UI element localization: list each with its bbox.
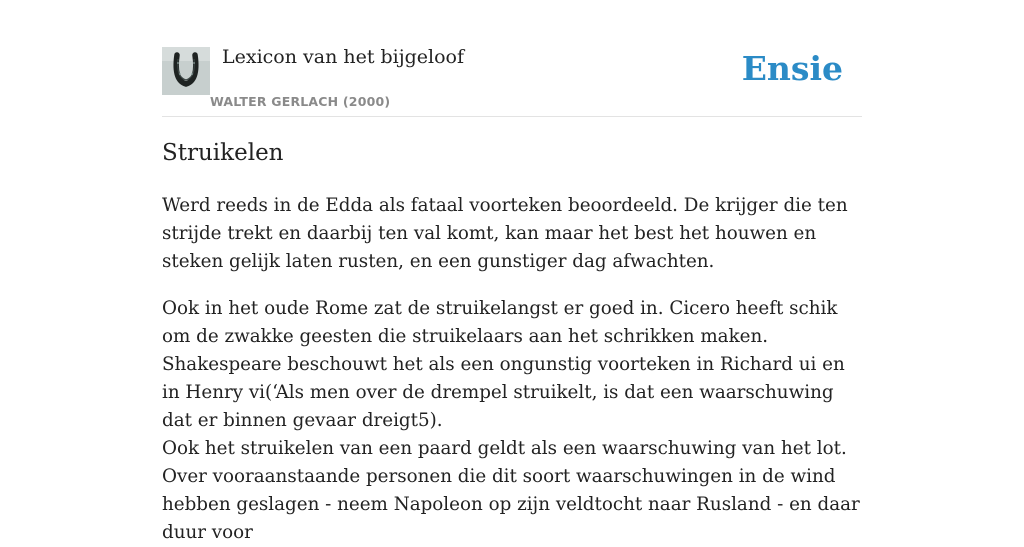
horseshoe-icon: [162, 47, 210, 95]
article-paragraph: Werd reeds in de Edda als fataal voorteken beoordeeld. De krijger die ten strijde trekt en daarbij ten val komt, kan maar het best het houwen en steken gelijk laten rusten, en een gunstiger dag afwachten.: [162, 195, 848, 272]
article-paragraph: Ook in het oude Rome zat de struikelangst er goed in. Cicero heeft schik om de zwakke geesten die struikelaars aan het schrikken maken. Shakespeare beschouwt het als een ongunstig voorteken in Richard ui en in Henry vi(‘Als men over de drempel struikelt, is dat een waarschuwing dat er binnen gevaar dreigt5).: [162, 298, 845, 431]
page-content: [162, 0, 862, 543]
ensie-logo[interactable]: Ensie: [741, 49, 843, 88]
book-title[interactable]: Lexicon van het bijgeloof: [222, 46, 465, 68]
source-header: [162, 0, 862, 117]
source-avatar[interactable]: [162, 47, 210, 95]
article-title: Struikelen: [162, 140, 284, 166]
book-author: WALTER GERLACH (2000): [210, 94, 391, 109]
article-paragraph: Ook het struikelen van een paard geldt als een waarschuwing van het lot. Over vooraanstaande personen die dit soort waarschuwingen in de wind hebben geslagen - neem Napoleon op zijn veldtocht naar Rusland - en daar duur voor: [162, 438, 860, 543]
